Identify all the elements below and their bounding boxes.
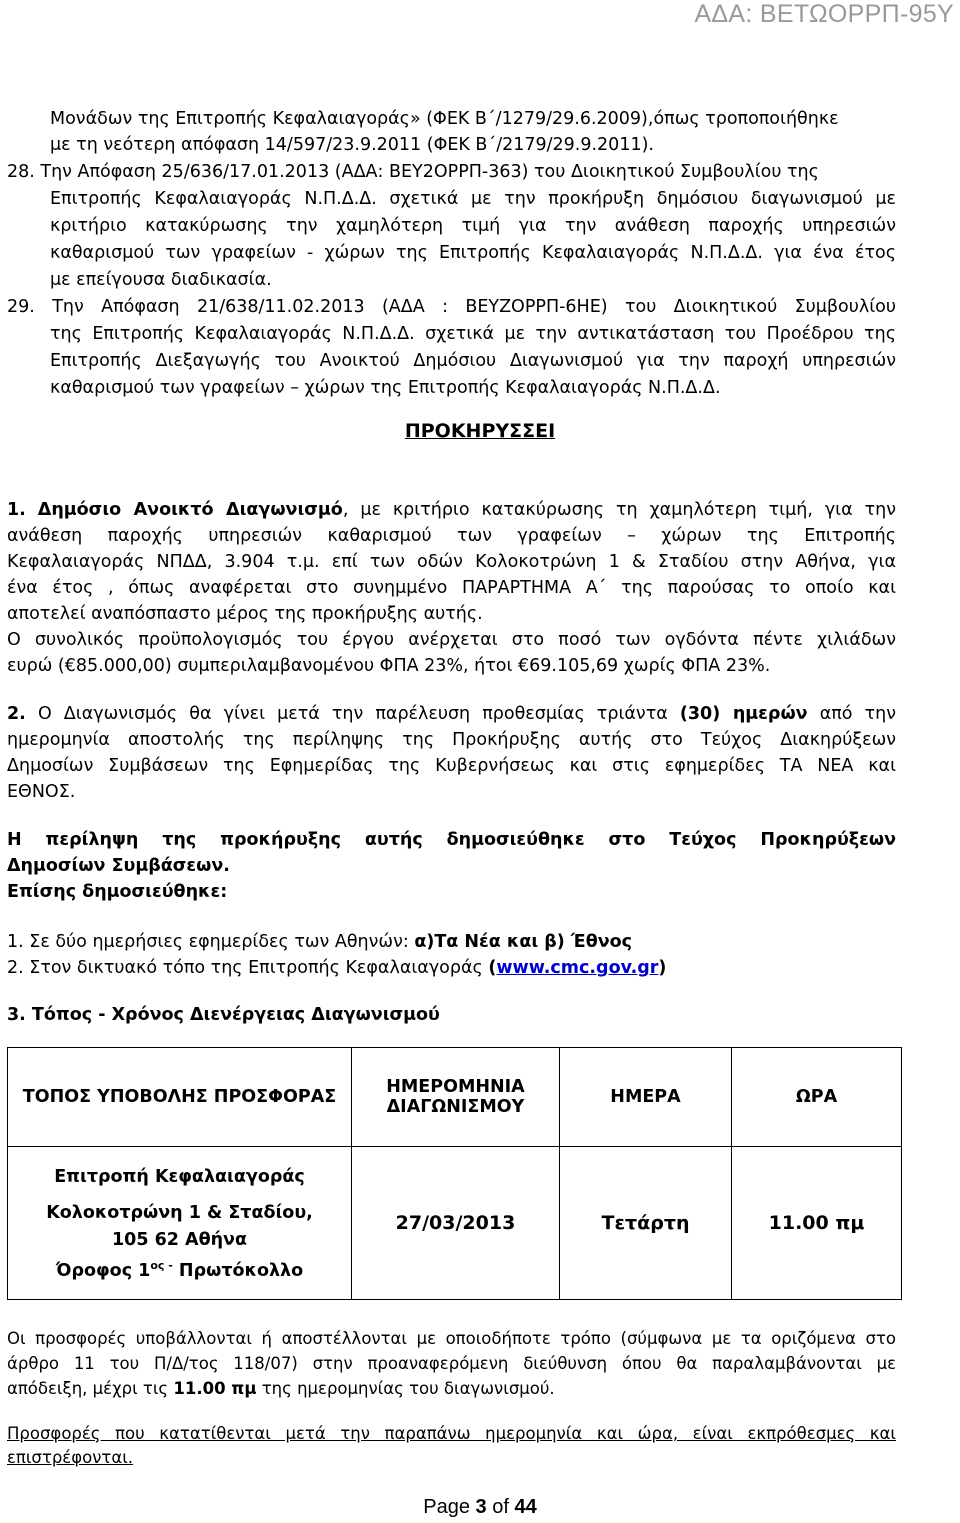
header-place: ΤΟΠΟΣ ΥΠΟΒΟΛΗΣ ΠΡΟΣΦΟΡΑΣ — [8, 1048, 352, 1147]
after-table-line-3-a: απόδειξη, μέχρι τις — [7, 1379, 169, 1398]
sec1-line-4: ένα έτος , όπως αναφέρεται στο συνημμένο ΠΑΡΑΡΤΗΜΑ Α΄ της παρούσας το οποίο και — [7, 578, 896, 598]
header-date-line-2: ΔΙΑΓΩΝΙΣΜΟΥ — [386, 1097, 525, 1117]
footer-page-number: 3 — [475, 1496, 487, 1518]
sec2-line-2: ημερομηνία αποστολής της περίληψης της Προκήρυξης αυτής στο Τεύχος Διακηρύξεων — [7, 730, 896, 750]
publication-item-1 — [7, 930, 632, 954]
sec1-bold-title: Δημόσιο Ανοικτό Διαγωνισμό — [37, 500, 343, 520]
item29-line-2: της Επιτροπής Κεφαλαιαγοράς Ν.Π.Δ.Δ. σχετικά με την αντικατάσταση του Προέδρου της — [50, 324, 896, 344]
place-floor-sup: ος - — [150, 1258, 173, 1272]
place-floor: Όροφος 1 — [55, 1260, 151, 1281]
cmc-website-link[interactable]: www.cmc.gov.gr — [496, 958, 659, 978]
item28-line-2: Επιτροπής Κεφαλαιαγοράς Ν.Π.Δ.Δ. σχετικά με την προκήρυξη δημόσιου διαγωνισμού με — [50, 189, 896, 209]
after-table-line-1: Οι προσφορές υποβάλλονται ή αποστέλλονται με οποιοδήποτε τρόπο (σύμφωνα με τα οριζόμενα στο — [7, 1329, 896, 1348]
after-table-deadline: 11.00 πμ — [173, 1379, 257, 1398]
item28-line-5: με επείγουσα διαδικασία. — [50, 270, 272, 290]
sec1-line-1 — [7, 498, 896, 522]
item29-line-1: 29. Την Απόφαση 21/638/11.02.2013 (ΑΔΑ : ΒΕΥΖΟΡΡΠ-6ΗΕ) του Διοικητικού Συμβουλίου — [7, 297, 896, 317]
sec2-days: (30) ημερών — [679, 704, 808, 724]
item28-line-3: κριτήριο κατακύρωσης την χαμηλότερη τιμή για την ανάθεση παροχής υπηρεσιών — [50, 216, 896, 236]
schedule-row — [8, 1147, 902, 1300]
publication-line-1: Η περίληψη της προκήρυξης αυτής δημοσιεύθηκε στο Τεύχος Προκηρύξεων — [7, 830, 896, 850]
cell-place — [8, 1147, 352, 1300]
item28-line-4: καθαρισμού των γραφείων - χώρων της Επιτροπής Κεφαλαιαγοράς Ν.Π.Δ.Δ. για ένα έτος — [50, 243, 896, 263]
place-line-3: 105 62 Αθήνα — [111, 1229, 248, 1250]
footer-page-total: 44 — [514, 1496, 537, 1518]
cell-date: 27/03/2013 — [352, 1147, 560, 1300]
after-table-line-3-b: της ημερομηνίας του διαγωνισμού. — [261, 1379, 555, 1398]
page-footer — [0, 1496, 960, 1519]
place-line-4 — [12, 1252, 347, 1285]
schedule-header-row — [8, 1048, 902, 1147]
header-date-line-1: ΗΜΕΡΟΜΗΝΙΑ — [386, 1077, 525, 1097]
sec3-title-text: 3. Τόπος - Χρόνος Διενέργειας Διαγωνισμού — [7, 1005, 440, 1025]
sec1-line-7: ευρώ (€85.000,00) συμπεριλαμβανομένου ΦΠΑ 23%, ήτοι €69.105,69 χωρίς ΦΠΑ 23%. — [7, 656, 771, 676]
publication-item-2-text: 2. Στον δικτυακό τόπο της Επιτροπής Κεφαλαιαγοράς — [7, 958, 483, 978]
publication-newspapers: α)Τα Νέα και β) Έθνος — [414, 932, 633, 952]
place-line-2: Κολοκοτρώνη 1 & Σταδίου, — [46, 1202, 313, 1223]
sec1-line-5: αποτελεί αναπόσπαστο μέρος της προκήρυξης αυτής. — [7, 604, 483, 624]
intro-line-1: Μονάδων της Επιτροπής Κεφαλαιαγοράς» (ΦΕΚ Β΄/1279/29.6.2009),όπως τροποποιήθηκε — [50, 109, 839, 129]
sec1-line-1-rest: , με κριτήριο κατακύρωσης τη χαμηλότερη τιμή, για την — [342, 500, 896, 520]
sec2-line-4: ΕΘΝΟΣ. — [7, 782, 76, 802]
place-line-1: Επιτροπή Κεφαλαιαγοράς — [54, 1166, 305, 1187]
header-time: ΩΡΑ — [732, 1048, 902, 1147]
item28-line-1: 28. Την Απόφαση 25/636/17.01.2013 (ΑΔΑ: ΒΕΥ2ΟΡΡΠ-363) του Διοικητικού Συμβουλίου της — [7, 162, 819, 182]
publication-item-1-text: 1. Σε δύο ημερήσιες εφημερίδες των Αθηνών: — [7, 932, 409, 952]
place-protocol: Πρωτόκολλο — [172, 1260, 304, 1281]
sec1-line-6: Ο συνολικός προϋπολογισμός του έργου ανέρχεται στο ποσό των ογδόντα πέντε χιλιάδων — [7, 630, 896, 650]
publication-line-2: Δημοσίων Συμβάσεων. — [7, 856, 230, 876]
sec1-number: 1. — [7, 500, 26, 520]
sec1-line-2: ανάθεση παροχής υπηρεσιών καθαρισμού των γραφείων – χώρων της Επιτροπής — [7, 526, 896, 546]
late-offers-line-1: Προσφορές που κατατίθενται μετά την παραπάνω ημερομηνία και ώρα, είναι εκπρόθεσμες και — [7, 1424, 896, 1443]
cell-day: Τετάρτη — [560, 1147, 732, 1300]
sec2-line-1-b: από την — [819, 704, 896, 724]
header-date — [352, 1048, 560, 1147]
footer-of-label: of — [492, 1496, 509, 1518]
late-offers-line-2: επιστρέφονται. — [7, 1448, 134, 1467]
header-day: ΗΜΕΡΑ — [560, 1048, 732, 1147]
item29-line-4: καθαρισμού των γραφείων – χώρων της Επιτροπής Κεφαλαιαγοράς Ν.Π.Δ.Δ. — [50, 378, 721, 398]
publication-line-3: Επίσης δημοσιεύθηκε: — [7, 882, 228, 902]
intro-line-2: με τη νεότερη απόφαση 14/597/23.9.2011 (ΦΕΚ Β΄/2179/29.9.2011). — [50, 135, 654, 155]
publication-item-2 — [7, 956, 666, 980]
after-table-line-2: άρθρο 11 του Π/Δ/τος 118/07) στην προαναφερόμενη διεύθυνση όπου θα παραλαμβάνονται με — [7, 1354, 896, 1373]
sec2-number: 2. — [7, 704, 26, 724]
schedule-table — [7, 1047, 902, 1300]
sec1-line-3: Κεφαλαιαγοράς ΝΠΔΔ, 3.904 τ.μ. επί των οδών Κολοκοτρώνη 1 & Σταδίου στην Αθήνα, για — [7, 552, 896, 572]
footer-page-label: Page — [423, 1496, 470, 1518]
sec2-line-1-a: Ο Διαγωνισμός θα γίνει μετά την παρέλευση προθεσμίας τριάντα — [37, 704, 668, 724]
publication-link-open: ( — [488, 958, 497, 978]
item29-line-3: Επιτροπής Διεξαγωγής του Ανοικτού Δημόσιου Διαγωνισμού για την παροχή υπηρεσιών — [50, 351, 896, 371]
after-table-line-3 — [7, 1377, 555, 1401]
sec2-line-3: Δημοσίων Συμβάσεων της Εφημερίδας της Κυβερνήσεως και στις εφημερίδες ΤΑ ΝΕΑ και — [7, 756, 896, 776]
cell-time: 11.00 πμ — [732, 1147, 902, 1300]
sec3-title — [7, 1003, 440, 1027]
ada-header: ΑΔΑ: ΒΕΤΩΟΡΡΠ-95Υ — [694, 0, 954, 28]
page-title: ΠΡΟΚΗΡΥΣΣΕΙ — [404, 420, 556, 442]
publication-link-close: ) — [658, 958, 667, 978]
sec2-line-1 — [7, 702, 896, 726]
